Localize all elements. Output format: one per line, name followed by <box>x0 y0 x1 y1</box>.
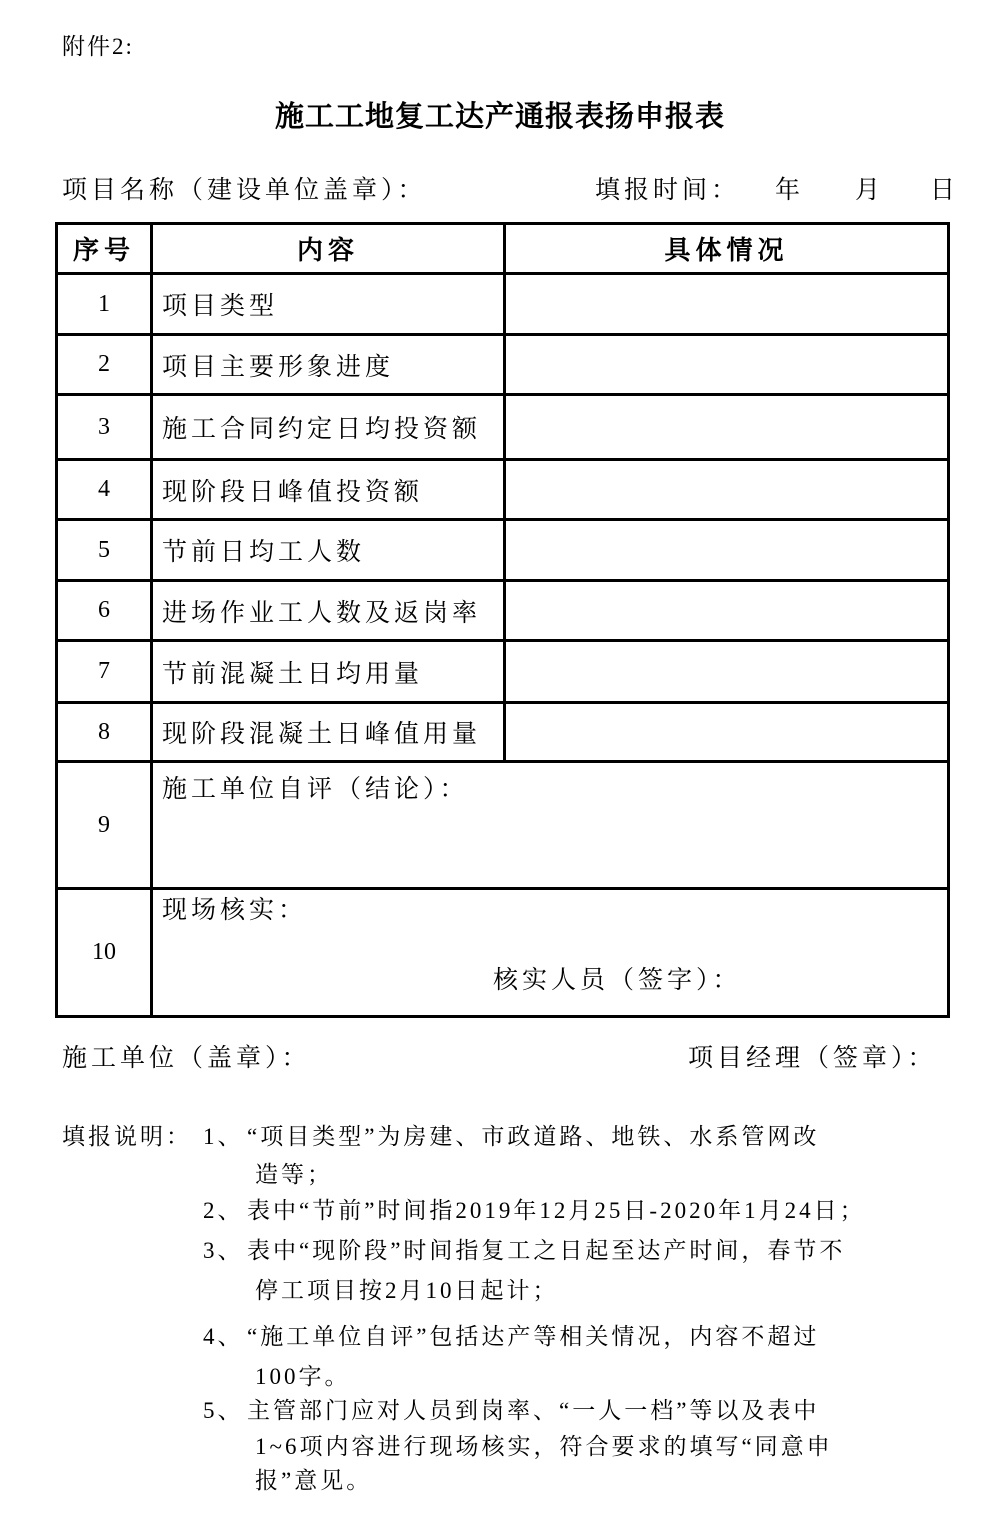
table-row <box>57 274 949 335</box>
row-detail-cell <box>505 335 949 395</box>
note-text: 1~6项内容进行现场核实，符合要求的填写“同意申 <box>255 1434 833 1459</box>
row-no: 8 <box>57 703 152 762</box>
note-text: 主管部门应对人员到岗率、“一人一档”等以及表中 <box>247 1398 820 1423</box>
year-label: 年 <box>775 177 805 204</box>
signature-line <box>62 1038 952 1070</box>
table-row <box>57 395 949 460</box>
note-number: 3、 <box>203 1238 244 1263</box>
table-header-row <box>57 224 949 274</box>
row-no: 1 <box>57 274 152 335</box>
project-name-label: 项目名称（建设单位盖章）： <box>62 177 427 204</box>
row-no: 3 <box>57 395 152 460</box>
row-content: 节前日均工人数 <box>152 520 505 581</box>
row-no: 10 <box>57 889 152 1017</box>
row-detail-cell <box>505 274 949 335</box>
col-header-no: 序号 <box>57 224 152 274</box>
table-row <box>57 703 949 762</box>
attachment-label: 附件2: <box>62 34 134 59</box>
note-text: 停工项目按2月10日起计； <box>255 1278 559 1303</box>
row-no: 9 <box>57 762 152 889</box>
filling-instructions <box>62 1118 967 1498</box>
verifier-signature-label: 核实人员（签字）： <box>493 967 742 994</box>
self-evaluation-cell: 施工单位自评（结论）： <box>152 762 949 889</box>
month-label: 月 <box>855 177 885 204</box>
note-text: “施工单位自评”包括达产等相关情况，内容不超过 <box>247 1324 820 1349</box>
row-content: 施工合同约定日均投资额 <box>152 395 505 460</box>
note-number: 5、 <box>203 1398 244 1423</box>
row-content: 现阶段混凝土日峰值用量 <box>152 703 505 762</box>
notes-label: 填报说明： <box>62 1124 192 1149</box>
site-verification-row <box>57 889 949 1017</box>
site-verification-cell <box>152 889 949 1017</box>
row-no: 7 <box>57 641 152 703</box>
form-header <box>62 170 960 204</box>
note-text: 100字。 <box>255 1364 351 1389</box>
document-title: 施工工地复工达产通报表扬申报表 <box>274 101 725 133</box>
construction-unit-seal-label: 施工单位（盖章）： <box>62 1045 311 1072</box>
note-number: 4、 <box>203 1324 244 1349</box>
row-detail-cell <box>505 395 949 460</box>
col-header-content: 内容 <box>152 224 505 274</box>
row-content: 项目类型 <box>152 274 505 335</box>
self-evaluation-row <box>57 762 949 889</box>
row-content: 进场作业工人数及返岗率 <box>152 581 505 641</box>
row-detail-cell <box>505 520 949 581</box>
row-detail-cell <box>505 581 949 641</box>
row-detail-cell <box>505 641 949 703</box>
table-row <box>57 520 949 581</box>
row-content: 现阶段日峰值投资额 <box>152 460 505 520</box>
note-number: 2、 <box>203 1198 244 1223</box>
note-text: 报”意见。 <box>255 1468 373 1493</box>
report-table <box>55 222 950 1018</box>
row-content: 项目主要形象进度 <box>152 335 505 395</box>
note-number: 1、 <box>203 1124 244 1149</box>
note-text: 表中“节前”时间指2019年12月25日-2020年1月24日； <box>247 1198 866 1223</box>
row-no: 6 <box>57 581 152 641</box>
note-text: “项目类型”为房建、市政道路、地铁、水系管网改 <box>247 1124 820 1149</box>
table-row <box>57 641 949 703</box>
row-detail-cell <box>505 460 949 520</box>
table-row <box>57 581 949 641</box>
row-detail-cell <box>505 703 949 762</box>
site-verification-label: 现场核实： <box>162 897 308 924</box>
table-row <box>57 335 949 395</box>
project-manager-sign-label: 项目经理（签章）： <box>688 1045 937 1072</box>
note-text: 造等； <box>255 1162 333 1187</box>
row-no: 4 <box>57 460 152 520</box>
col-header-detail: 具体情况 <box>505 224 949 274</box>
row-no: 5 <box>57 520 152 581</box>
note-text: 表中“现阶段”时间指复工之日起至达产时间，春节不 <box>247 1238 846 1263</box>
day-label: 日 <box>930 177 960 204</box>
row-content: 节前混凝土日均用量 <box>152 641 505 703</box>
row-no: 2 <box>57 335 152 395</box>
table-row <box>57 460 949 520</box>
fill-time-label: 填报时间： <box>595 177 741 204</box>
